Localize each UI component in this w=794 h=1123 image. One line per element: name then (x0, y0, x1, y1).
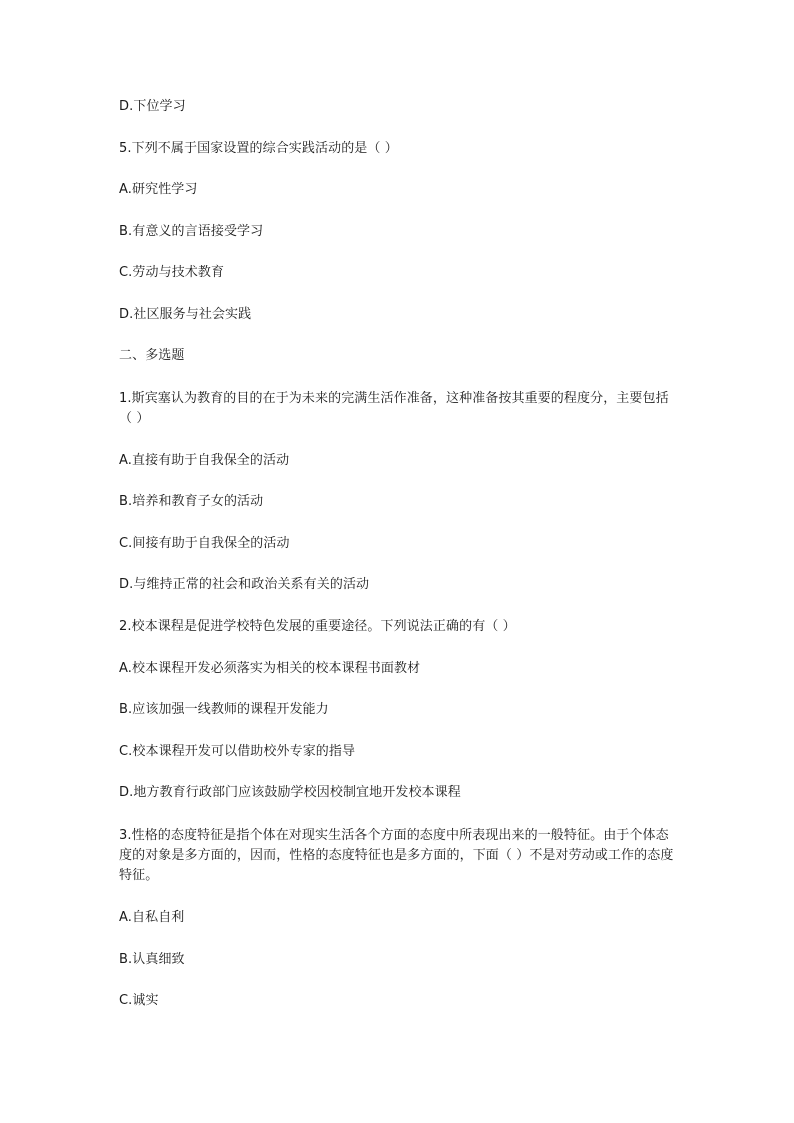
option-a-q5: A.研究性学习 (119, 182, 198, 197)
mc-option-a-q2: A.校本课程开发必须落实为相关的校本课程书面教材 (119, 661, 421, 676)
option-d-q5: D.社区服务与社会实践 (119, 307, 252, 322)
mc-question-1: 1.斯宾塞认为教育的目的在于为未来的完满生活作准备，这种准备按其重要的程度分，主要包括（ ） (119, 391, 669, 426)
mc-option-b-q1: B.培养和教育子女的活动 (119, 494, 264, 509)
mc-option-c-q3: C.诚实 (119, 993, 159, 1008)
mc-option-b-q2: B.应该加强一线教师的课程开发能力 (119, 702, 329, 717)
question-5: 5.下列不属于国家设置的综合实践活动的是（ ） (119, 141, 398, 156)
mc-option-c-q2: C.校本课程开发可以借助校外专家的指导 (119, 744, 356, 759)
mc-option-d-q1: D.与维持正常的社会和政治关系有关的活动 (119, 577, 370, 592)
mc-question-2: 2.校本课程是促进学校特色发展的重要途径。下列说法正确的有（ ） (119, 619, 516, 634)
mc-option-a-q3: A.自私自利 (119, 910, 185, 925)
mc-option-a-q1: A.直接有助于自我保全的活动 (119, 453, 290, 468)
option-c-q5: C.劳动与技术教育 (119, 265, 225, 280)
section-heading-multiple-choice: 二、多选题 (119, 348, 185, 363)
mc-option-b-q3: B.认真细致 (119, 952, 185, 967)
mc-question-3: 3.性格的态度特征是指个体在对现实生活各个方面的态度中所表现出来的一般特征。由于个体态度的对象是多方面的，因而，性格的态度特征也是多方面的，下面（ ）不是对劳动或工作的态度特征。 (119, 828, 674, 883)
option-d-q4: D.下位学习 (119, 99, 186, 114)
option-b-q5: B.有意义的言语接受学习 (119, 224, 264, 239)
mc-option-c-q1: C.间接有助于自我保全的活动 (119, 536, 290, 551)
mc-option-d-q2: D.地方教育行政部门应该鼓励学校因校制宜地开发校本课程 (119, 785, 461, 800)
